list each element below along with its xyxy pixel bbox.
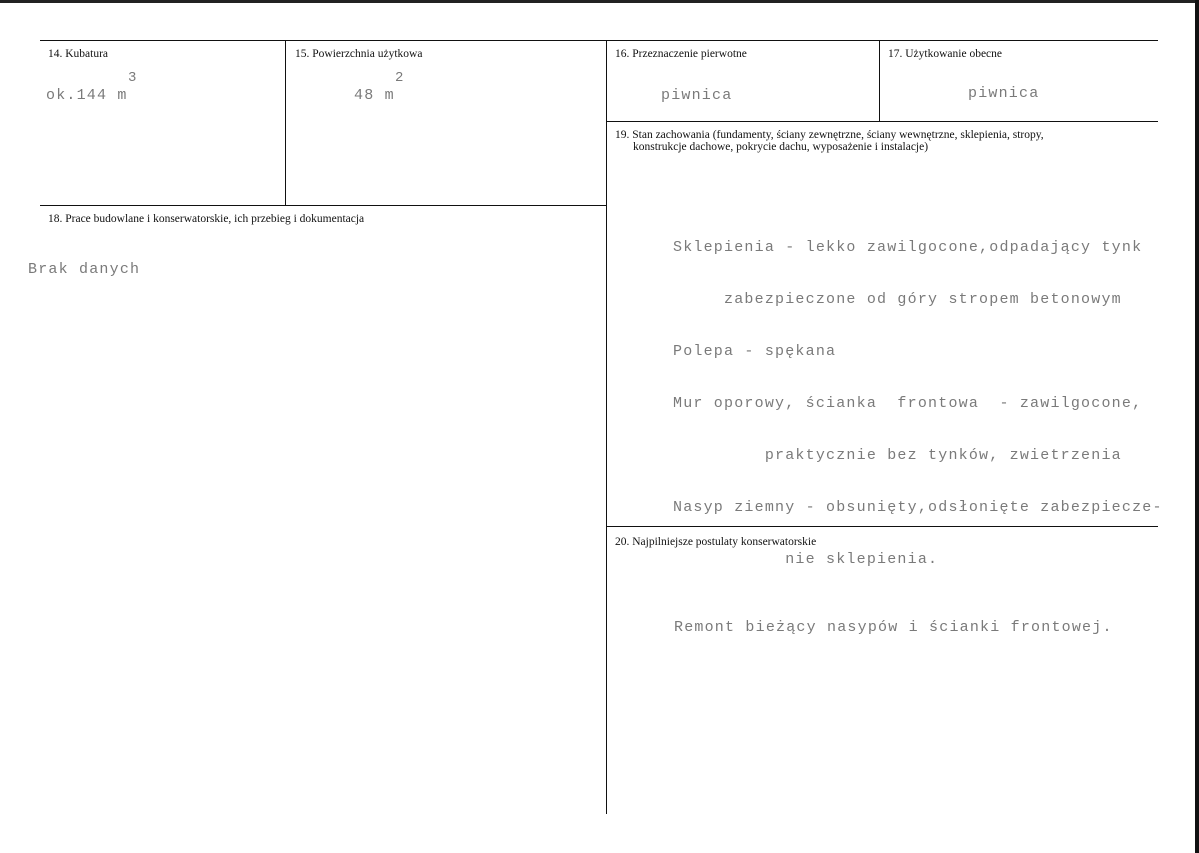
prace-value: Brak danych bbox=[28, 261, 141, 278]
rule-under-14-15 bbox=[40, 205, 607, 206]
postulaty-label: 20. Najpilniejsze postulaty konserwatorskie bbox=[615, 536, 817, 548]
divider-left-right bbox=[606, 40, 607, 814]
kubatura-exponent: 3 bbox=[128, 70, 138, 86]
stan-label-line1: 19. Stan zachowania (fundamenty, ściany zewnętrzne, ściany wewnętrzne, sklepienia, stropy, bbox=[615, 129, 1044, 141]
stan-line: praktycznie bez tynków, zwietrzenia bbox=[673, 447, 1122, 464]
stan-line: Sklepienia - lekko zawilgocone,odpadający tynk bbox=[673, 239, 1143, 256]
stan-line: nie sklepienia. bbox=[673, 551, 939, 568]
powierzchnia-value: 48 m bbox=[354, 87, 395, 104]
stan-line: zabezpieczone od góry stropem betonowym bbox=[673, 291, 1122, 308]
right-edge-shadow bbox=[1195, 0, 1199, 853]
postulaty-value: Remont bieżący nasypów i ścianki frontowej. bbox=[674, 619, 1113, 636]
top-rule bbox=[40, 40, 1158, 41]
powierzchnia-exponent: 2 bbox=[395, 70, 405, 86]
stan-line: Nasyp ziemny - obsunięty,odsłonięte zabezpiecze- bbox=[673, 499, 1163, 516]
top-edge-shadow bbox=[0, 0, 1199, 3]
rule-under-16-17 bbox=[606, 121, 1158, 122]
divider-16-17 bbox=[879, 40, 880, 122]
przeznaczenie-value: piwnica bbox=[661, 87, 733, 104]
kubatura-label: 14. Kubatura bbox=[48, 48, 109, 60]
stan-label-line2: konstrukcje dachowe, pokrycie dachu, wyposażenie i instalacje) bbox=[633, 141, 929, 153]
uzytkowanie-label: 17. Użytkowanie obecne bbox=[888, 48, 1003, 60]
stan-line: Mur oporowy, ścianka frontowa - zawilgocone, bbox=[673, 395, 1143, 412]
przeznaczenie-label: 16. Przeznaczenie pierwotne bbox=[615, 48, 747, 60]
stan-line: Polepa - spękana bbox=[673, 343, 837, 360]
kubatura-value: ok.144 m bbox=[46, 87, 128, 104]
powierzchnia-label: 15. Powierzchnia użytkowa bbox=[295, 48, 423, 60]
prace-label: 18. Prace budowlane i konserwatorskie, ich przebieg i dokumentacja bbox=[48, 213, 365, 225]
uzytkowanie-value: piwnica bbox=[968, 85, 1040, 102]
divider-14-15 bbox=[285, 40, 286, 206]
